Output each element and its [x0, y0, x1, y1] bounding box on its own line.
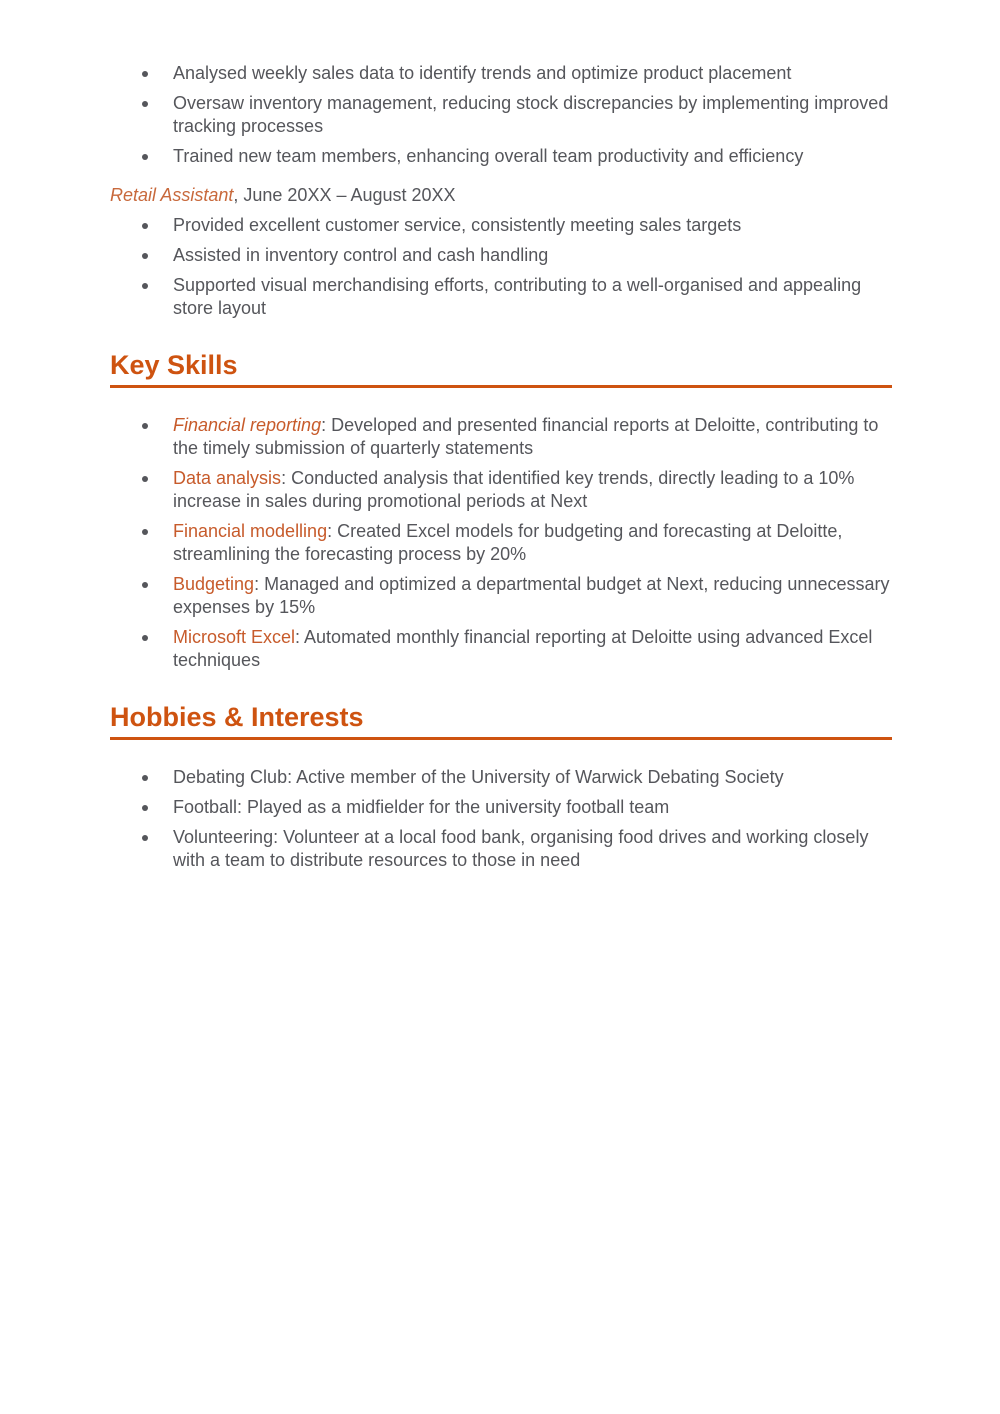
job1-bullet-list: [110, 62, 892, 168]
list-item: Football: Played as a midfielder for the university football team: [173, 796, 892, 819]
list-item: Oversaw inventory management, reducing stock discrepancies by implementing improved tracking processes: [173, 92, 892, 138]
section-heading-hobbies-interests: Hobbies & Interests: [110, 701, 892, 740]
list-item: Trained new team members, enhancing overall team productivity and efficiency: [173, 145, 892, 168]
job-dates: , June 20XX – August 20XX: [233, 185, 456, 205]
job-title: Retail Assistant: [110, 185, 234, 205]
section-heading-key-skills: Key Skills: [110, 349, 892, 388]
list-item: Debating Club: Active member of the University of Warwick Debating Society: [173, 766, 892, 789]
list-item: Supported visual merchandising efforts, contributing to a well-organised and appealing store layout: [173, 274, 892, 320]
list-item: Assisted in inventory control and cash handling: [173, 244, 892, 267]
skill-term: Budgeting: [173, 574, 255, 594]
skill-description: : Developed and presented financial reports at Deloitte, contributing to the timely submission of quarterly statements: [173, 415, 879, 458]
hobbies-bullet-list: [110, 766, 892, 872]
skill-description: : Conducted analysis that identified key trends, directly leading to a 10% increase in sales during promotional periods at Next: [173, 468, 855, 511]
job2-bullet-list: [110, 214, 892, 320]
skill-description: : Automated monthly financial reporting at Deloitte using advanced Excel techniques: [173, 627, 873, 670]
list-item: Volunteering: Volunteer at a local food bank, organising food drives and working closely with a team to distribute resources to those in need: [173, 826, 892, 872]
skill-description: : Managed and optimized a departmental budget at Next, reducing unnecessary expenses by 15%: [173, 574, 890, 617]
skill-term: Data analysis: [173, 468, 282, 488]
skill-term: Microsoft Excel: [173, 627, 296, 647]
skill-term: Financial reporting: [173, 415, 322, 435]
list-item: [173, 414, 892, 460]
list-item: [173, 573, 892, 619]
skill-description: : Created Excel models for budgeting and forecasting at Deloitte, streamlining the forecasting process by 20%: [173, 521, 843, 564]
job-title-line: [110, 184, 892, 207]
list-item: [173, 467, 892, 513]
key-skills-bullet-list: [110, 414, 892, 672]
list-item: Provided excellent customer service, consistently meeting sales targets: [173, 214, 892, 237]
list-item: [173, 520, 892, 566]
skill-term: Financial modelling: [173, 521, 328, 541]
list-item: Analysed weekly sales data to identify trends and optimize product placement: [173, 62, 892, 85]
list-item: [173, 626, 892, 672]
